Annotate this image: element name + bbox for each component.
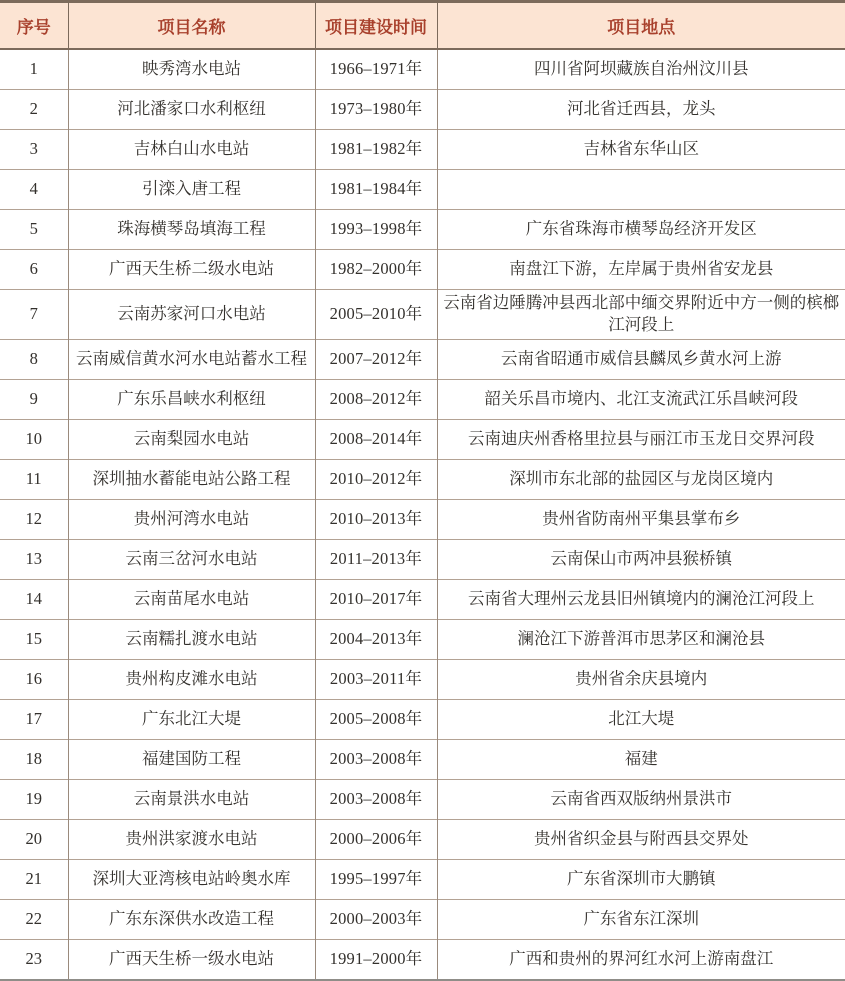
table-row [0,419,845,459]
table-row [0,859,845,899]
location-cell: 澜沧江下游普洱市思茅区和澜沧县 [437,619,845,659]
location-cell: 广西和贵州的界河红水河上游南盘江 [437,939,845,980]
table-row [0,130,845,170]
location-cell: 贵州省余庆县境内 [437,659,845,699]
table-row [0,499,845,539]
build-time-cell: 1995–1997年 [315,859,437,899]
location-cell: 河北省迁西县，龙头 [437,90,845,130]
build-time-cell: 2007–2012年 [315,339,437,379]
location-cell: 北江大堤 [437,699,845,739]
table-row [0,899,845,939]
project-name-cell: 珠海横琴岛填海工程 [68,210,315,250]
project-name-cell: 引滦入唐工程 [68,170,315,210]
row-index-cell: 11 [0,459,68,499]
project-name-cell: 云南三岔河水电站 [68,539,315,579]
project-name-cell: 吉林白山水电站 [68,130,315,170]
build-time-cell: 2008–2014年 [315,419,437,459]
build-time-cell: 2010–2013年 [315,499,437,539]
project-name-cell: 深圳大亚湾核电站岭奥水库 [68,859,315,899]
location-cell: 吉林省东华山区 [437,130,845,170]
row-index-cell: 4 [0,170,68,210]
location-cell: 深圳市东北部的盐园区与龙岗区境内 [437,459,845,499]
row-index-cell: 14 [0,579,68,619]
table-row [0,619,845,659]
table-header [0,2,845,50]
project-name-cell: 映秀湾水电站 [68,49,315,90]
build-time-cell: 2004–2013年 [315,619,437,659]
header-cell-no: 序号 [0,2,68,50]
row-index-cell: 13 [0,539,68,579]
build-time-cell: 2008–2012年 [315,379,437,419]
location-cell: 南盘江下游，左岸属于贵州省安龙县 [437,250,845,290]
location-cell: 贵州省织金县与附西县交界处 [437,819,845,859]
row-index-cell: 5 [0,210,68,250]
project-name-cell: 深圳抽水蓄能电站公路工程 [68,459,315,499]
row-index-cell: 23 [0,939,68,980]
row-index-cell: 15 [0,619,68,659]
table-row [0,49,845,90]
project-name-cell: 云南苏家河口水电站 [68,290,315,340]
header-cell-loc: 项目地点 [437,2,845,50]
row-index-cell: 2 [0,90,68,130]
project-name-cell: 广东北江大堤 [68,699,315,739]
table-row [0,539,845,579]
location-cell [437,170,845,210]
build-time-cell: 1981–1984年 [315,170,437,210]
row-index-cell: 10 [0,419,68,459]
project-name-cell: 广西天生桥二级水电站 [68,250,315,290]
location-cell: 四川省阿坝藏族自治州汶川县 [437,49,845,90]
project-name-cell: 贵州洪家渡水电站 [68,819,315,859]
build-time-cell: 2011–2013年 [315,539,437,579]
location-cell: 云南迪庆州香格里拉县与丽江市玉龙日交界河段 [437,419,845,459]
project-name-cell: 贵州河湾水电站 [68,499,315,539]
row-index-cell: 1 [29,59,38,79]
row-index-cell: 12 [0,499,68,539]
row-index-cell: 18 [0,739,68,779]
table-row [0,699,845,739]
row-index-cell: 20 [0,819,68,859]
table-row [0,459,845,499]
build-time-cell: 1966–1971年 [315,49,437,90]
location-cell: 云南省西双版纳州景洪市 [437,779,845,819]
project-name-cell: 云南威信黄水河水电站蓄水工程 [68,339,315,379]
row-index-cell: 17 [0,699,68,739]
build-time-cell: 2003–2008年 [315,779,437,819]
location-cell: 福建 [437,739,845,779]
project-name-cell: 河北潘家口水利枢纽 [68,90,315,130]
location-cell: 广东省珠海市横琴岛经济开发区 [437,210,845,250]
row-index-cell: 9 [0,379,68,419]
project-name-cell: 广西天生桥一级水电站 [68,939,315,980]
project-name-cell: 广东乐昌峡水利枢纽 [68,379,315,419]
location-cell: 贵州省防南州平集县掌布乡 [437,499,845,539]
build-time-cell: 1991–2000年 [315,939,437,980]
project-name-cell: 贵州构皮滩水电站 [68,659,315,699]
header-cell-time: 项目建设时间 [315,2,437,50]
build-time-cell: 2010–2017年 [315,579,437,619]
build-time-cell: 1993–1998年 [315,210,437,250]
table-row [0,90,845,130]
build-time-cell: 2000–2003年 [315,899,437,939]
table-row [0,290,845,340]
location-cell: 韶关乐昌市境内、北江支流武江乐昌峡河段 [437,379,845,419]
table-row [0,739,845,779]
location-cell: 广东省东江深圳 [437,899,845,939]
build-time-cell: 2010–2012年 [315,459,437,499]
row-index-cell: 19 [0,779,68,819]
table-row [0,250,845,290]
location-cell: 云南省边陲腾冲县西北部中缅交界附近中方一侧的槟榔江河段上 [437,290,845,340]
table-row [0,210,845,250]
table-row [0,779,845,819]
project-name-cell: 云南糯扎渡水电站 [68,619,315,659]
build-time-cell: 2005–2008年 [315,699,437,739]
table-body [0,49,845,980]
table-row [0,379,845,419]
table-row [0,339,845,379]
build-time-cell: 2003–2011年 [315,659,437,699]
row-index-cell: 7 [0,290,68,340]
location-cell: 云南省大理州云龙县旧州镇境内的澜沧江河段上 [437,579,845,619]
row-index-cell: 22 [0,899,68,939]
build-time-cell: 1981–1982年 [315,130,437,170]
table-row [0,579,845,619]
table-row [0,939,845,980]
row-index-cell: 6 [0,250,68,290]
table-row [0,819,845,859]
location-cell: 云南省昭通市威信县麟凤乡黄水河上游 [437,339,845,379]
row-index-cell: 8 [0,339,68,379]
build-time-cell: 2000–2006年 [315,819,437,859]
project-name-cell: 福建国防工程 [68,739,315,779]
project-name-cell: 云南梨园水电站 [68,419,315,459]
build-time-cell: 2003–2008年 [315,739,437,779]
project-name-cell: 云南苗尾水电站 [68,579,315,619]
project-name-cell: 云南景洪水电站 [68,779,315,819]
build-time-cell: 1973–1980年 [315,90,437,130]
project-name-cell: 广东东深供水改造工程 [68,899,315,939]
row-index-cell: 21 [0,859,68,899]
location-cell: 云南保山市两冲县猴桥镇 [437,539,845,579]
table-row [0,170,845,210]
table-row [0,659,845,699]
header-cell-name: 项目名称 [68,2,315,50]
header-row [0,2,845,50]
location-cell: 广东省深圳市大鹏镇 [437,859,845,899]
row-index-cell: 16 [0,659,68,699]
row-index-cell: 3 [0,130,68,170]
build-time-cell: 2005–2010年 [315,290,437,340]
build-time-cell: 1982–2000年 [315,250,437,290]
